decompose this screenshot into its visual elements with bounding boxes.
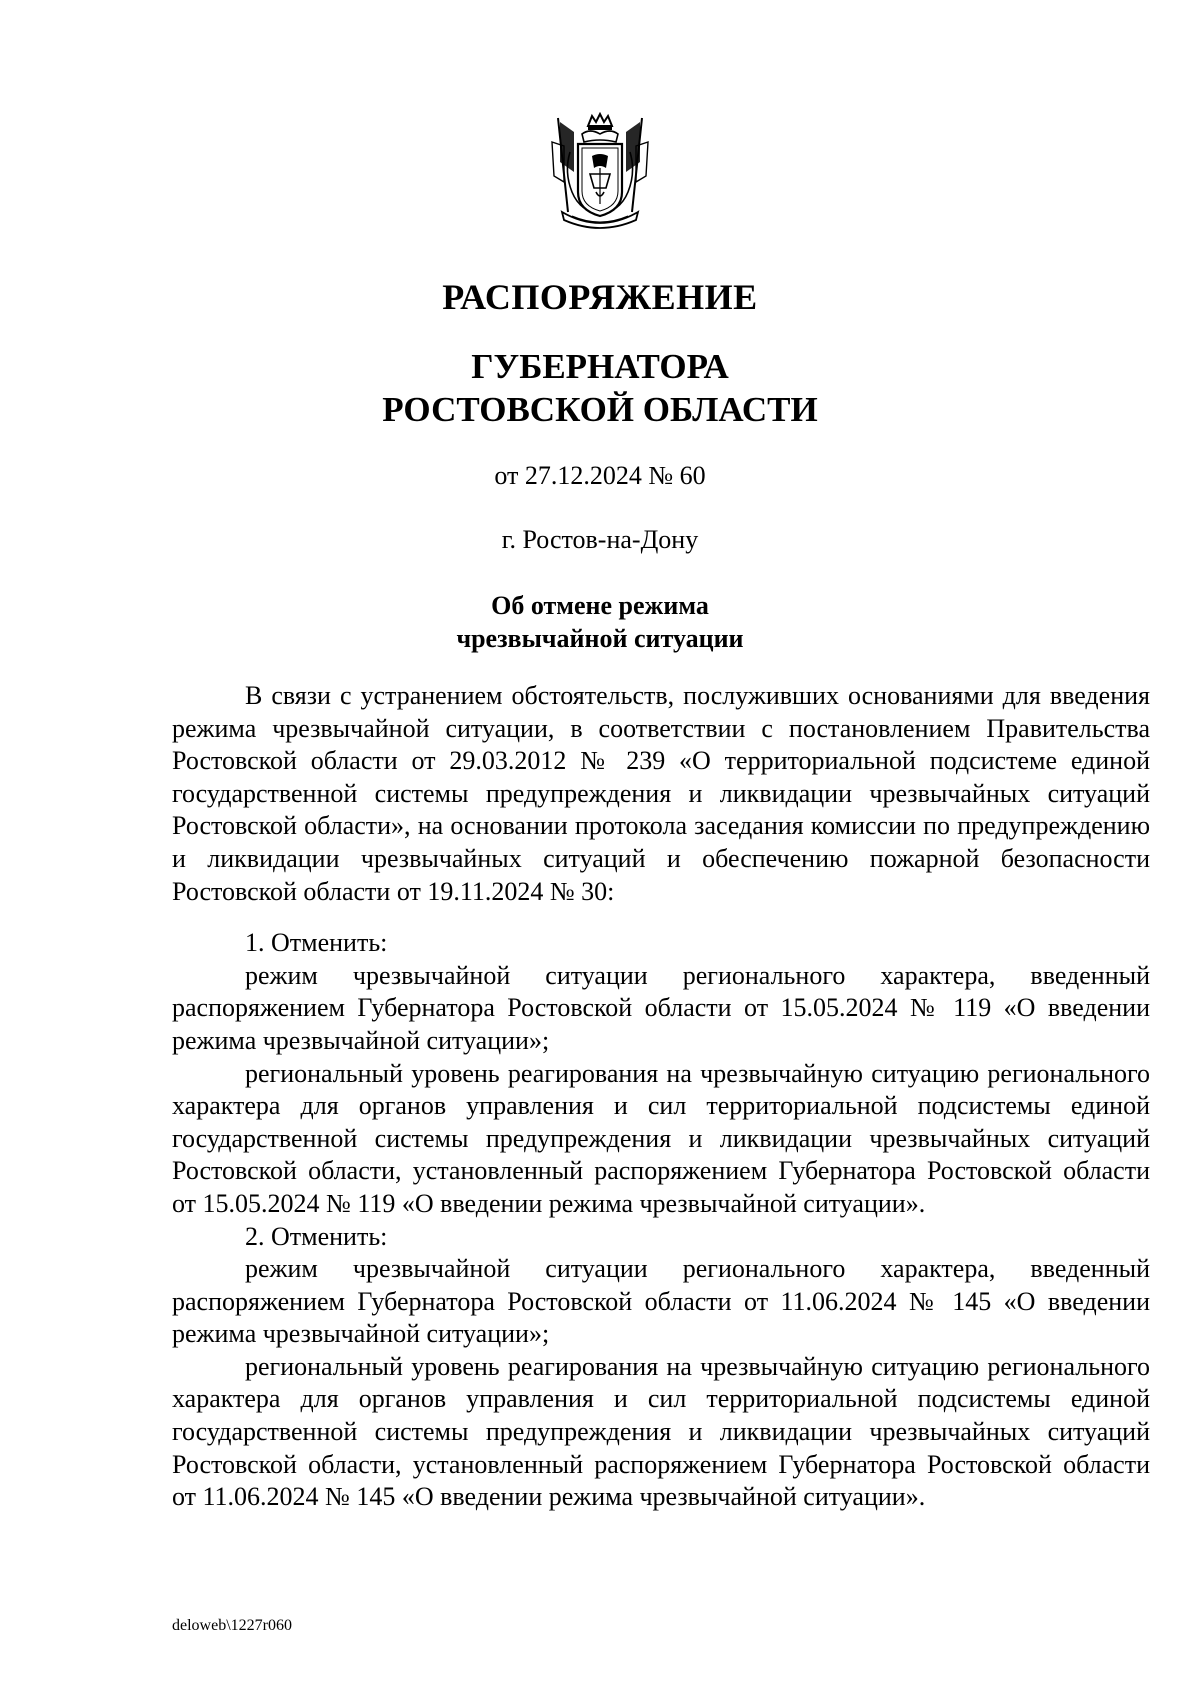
document-subject [0,589,1200,655]
item2-paragraph2: региональный уровень реагирования на чрезвычайную ситуацию регионального характера для органов управления и сил территориальной подсистемы единой государственной системы предупреждения и ликвидации чрезвычайных ситуаций Ростовской области, установленный распоряжением Губернатора Ростовской области от 11.06.2024 № 145 «О введении режима чрезвычайной ситуации». [172,1351,1150,1512]
document-city: г. Ростов-на-Дону [501,525,699,554]
item2-heading: 2. Отменить: [245,1221,388,1251]
subject-line1: Об отмене режима [491,591,709,620]
document-date-number: от 27.12.2024 № 60 [494,461,706,490]
issuer-title-line2: РОСТОВСКОЙ ОБЛАСТИ [382,390,818,429]
footer-file-code: deloweb\1227r060 [172,1617,292,1634]
rostov-oblast-coat-of-arms-icon [548,112,652,234]
issuer-title-line1: ГУБЕРНАТОРА [471,347,729,386]
subject-line2: чрезвычайной ситуации [456,624,744,653]
issuer-title [0,345,1200,431]
document-type-title: РАСПОРЯЖЕНИЕ [442,277,758,317]
item1-paragraph2: региональный уровень реагирования на чрезвычайную ситуацию регионального характера для органов управления и сил территориальной подсистемы единой государственной системы предупреждения и ликвидации чрезвычайных ситуаций Ростовской области, установленный распоряжением Губернатора Ростовской области от 15.05.2024 № 119 «О введении режима чрезвычайной ситуации». [172,1058,1150,1218]
item1-paragraph1: режим чрезвычайной ситуации регионального характера, введенный распоряжением Губернатора Ростовской области от 15.05.2024 № 119 «О введении режима чрезвычайной ситуации»; [172,960,1150,1055]
item1-heading: 1. Отменить: [245,928,388,958]
document-body [172,680,1150,1514]
item2-paragraph1: режим чрезвычайной ситуации регионального характера, введенный распоряжением Губернатора Ростовской области от 11.06.2024 № 145 «О введении режима чрезвычайной ситуации»; [172,1254,1150,1349]
preamble-paragraph: В связи с устранением обстоятельств, послуживших основаниями для введения режима чрезвычайной ситуации, в соответствии с постановлением Правительства Ростовской области от 29.03.2012 № 239 «О территориальной подсистеме единой государственной системы предупреждения и ликвидации чрезвычайных ситуаций Ростовской области», на основании протокола заседания комиссии по предупреждению и ликвидации чрезвычайных ситуаций и обеспечению пожарной безопасности Ростовской области от 19.11.2024 № 30: [172,681,1150,906]
